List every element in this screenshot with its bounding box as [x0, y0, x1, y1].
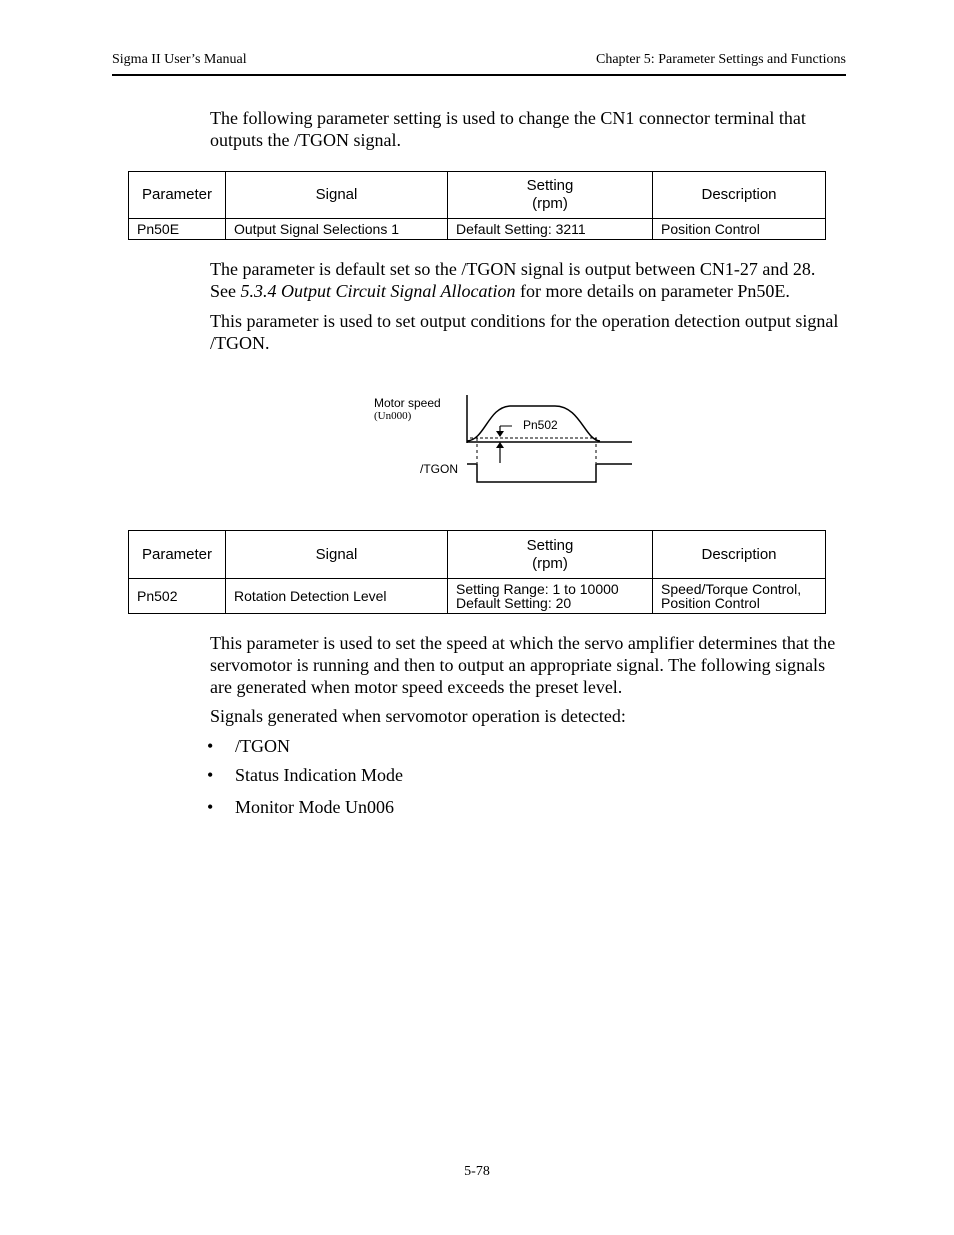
setting-range: Setting Range: 1 to 10000: [456, 581, 619, 597]
header-signal: Signal: [226, 172, 448, 219]
table-row: [129, 579, 826, 614]
table-header-row: [129, 531, 826, 579]
tgon-label: /TGON: [420, 462, 458, 476]
speed-detection-paragraph: This parameter is used to set the speed at which the servo amplifier determines that the servomotor is running and then to output an appropriate signal. The following signals are generated when motor speed exceeds the preset level.: [210, 633, 836, 697]
parameter-table-pn50e: [128, 171, 826, 240]
cell-setting: [448, 579, 653, 614]
pn502-label: Pn502: [523, 418, 558, 432]
bullet-marker: •: [207, 797, 214, 817]
intro-paragraph: The following parameter setting is used to change the CN1 connector terminal that outputs the /TGON signal.: [210, 108, 806, 150]
pn502-arrowhead-up: [496, 442, 504, 448]
default-setting: Default Setting: 20: [456, 595, 572, 611]
header-description: Description: [653, 531, 826, 579]
header-setting-unit: (rpm): [532, 554, 568, 572]
bullet-text: /TGON: [235, 736, 290, 756]
header-parameter: Parameter: [129, 172, 226, 219]
header-description: Description: [653, 172, 826, 219]
signals-intro-paragraph: Signals generated when servomotor operation is detected:: [210, 706, 626, 726]
cell-description: Position Control: [653, 219, 826, 240]
header-manual-title: Sigma II User’s Manual: [112, 52, 247, 67]
page-number: 5-78: [464, 1164, 490, 1179]
page-header: [112, 52, 846, 76]
table-row: [129, 219, 826, 240]
bullet-marker: •: [207, 765, 214, 785]
cell-parameter: Pn50E: [129, 219, 226, 240]
description-line-1: Speed/Torque Control,: [661, 581, 802, 597]
para2-text-a: The parameter is default set so the /TGON signal is output between CN1-27 and 28. See: [210, 259, 816, 301]
tgon-signal-waveform: [467, 464, 632, 482]
cell-signal: Output Signal Selections 1: [226, 219, 448, 240]
list-item: [207, 764, 403, 786]
output-conditions-paragraph: This parameter is used to set output conditions for the operation detection output signal /TGON.: [210, 311, 839, 353]
motor-speed-label: Motor speed: [374, 396, 441, 410]
header-setting-unit: (rpm): [532, 195, 568, 212]
bullet-text: Monitor Mode Un006: [235, 797, 394, 817]
section-reference: 5.3.4 Output Circuit Signal Allocation: [240, 281, 516, 301]
cell-description: [653, 579, 826, 614]
tgon-timing-diagram: [360, 385, 650, 495]
default-setting-paragraph: [210, 258, 840, 302]
parameter-table-pn502: [128, 530, 826, 614]
para2-text-b: for more details on parameter Pn50E.: [515, 281, 790, 301]
timing-diagram-svg: [360, 385, 650, 495]
description-line-2: Position Control: [661, 595, 760, 611]
bullet-text: Status Indication Mode: [235, 765, 403, 785]
pn502-arrowhead-down: [496, 431, 504, 437]
un000-label: (Un000): [374, 410, 412, 422]
header-signal: Signal: [226, 531, 448, 579]
list-item: [207, 796, 394, 818]
header-setting-label: Setting: [526, 536, 574, 554]
header-setting: [448, 172, 653, 219]
header-chapter-title: Chapter 5: Parameter Settings and Functions: [595, 52, 846, 67]
list-item: [207, 735, 290, 757]
bullet-marker: •: [207, 736, 214, 756]
header-setting: [448, 531, 653, 579]
table-header-row: [129, 172, 826, 219]
header-setting-label: Setting: [526, 177, 574, 194]
cell-parameter: Pn502: [129, 579, 226, 614]
cell-setting: Default Setting: 3211: [448, 219, 653, 240]
cell-signal: Rotation Detection Level: [226, 579, 448, 614]
header-parameter: Parameter: [129, 531, 226, 579]
